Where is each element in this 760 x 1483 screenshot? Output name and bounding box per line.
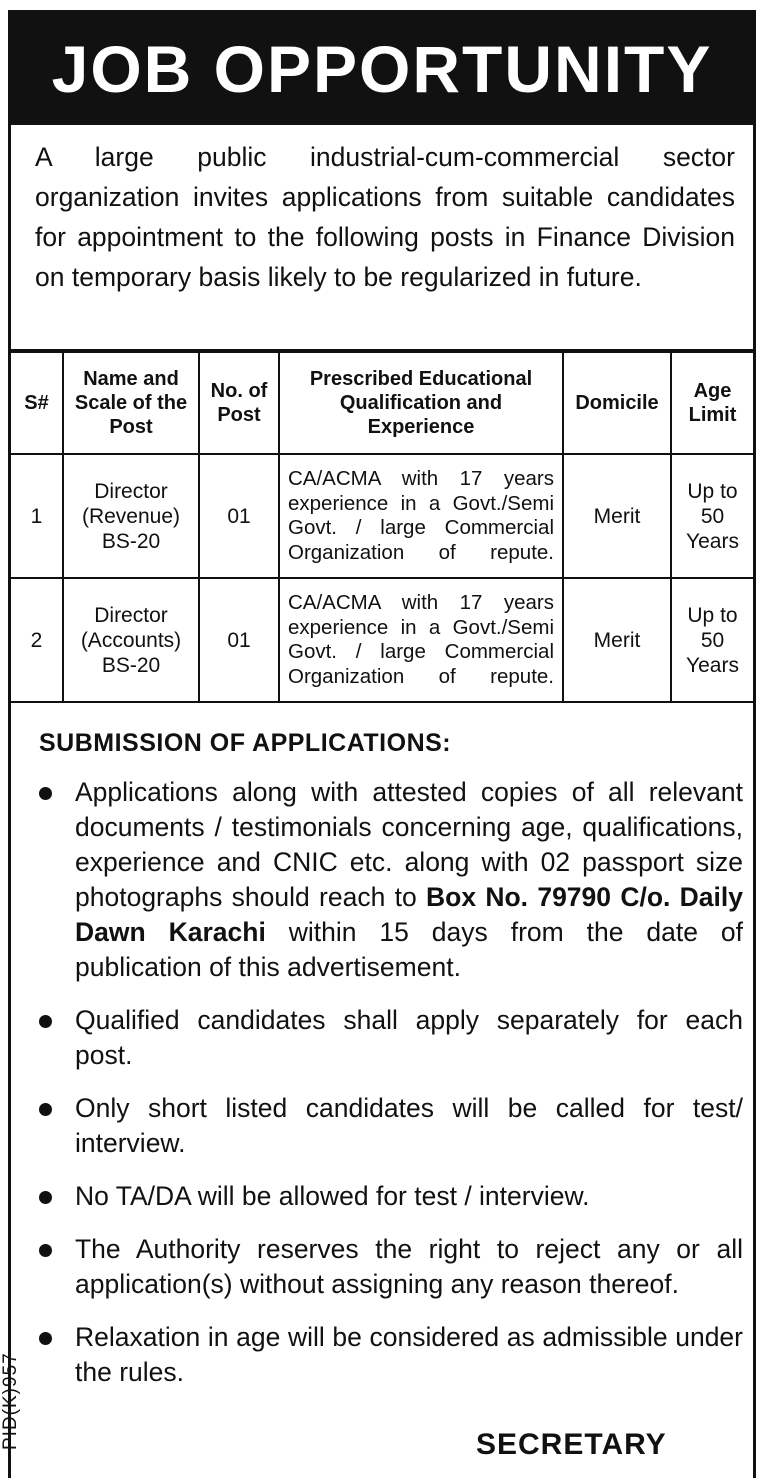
bullet-text-end: within 15 days from the date of publication of this advertisement. bbox=[75, 917, 743, 982]
advertisement-frame bbox=[8, 10, 756, 1478]
bullet-text: No TA/DA will be allowed for test / interview. bbox=[75, 1181, 590, 1211]
cell-age: Up to 50 Years bbox=[671, 454, 753, 578]
cell-name: Director (Revenue) BS-20 bbox=[63, 454, 199, 578]
list-item bbox=[31, 1232, 743, 1302]
cell-qualification: CA/ACMA with 17 years experience in a Govt./Semi Govt. / large Commercial Organization of repute. bbox=[279, 454, 563, 578]
bullet-text-start: Applications along with attested copies of all relevant documents / testimonials concerning age, qualifications, experience and CNIC etc. along with 02 passport size photographs should reach to bbox=[75, 777, 743, 912]
col-header-domicile: Domicile bbox=[563, 352, 671, 454]
col-header-age: Age Limit bbox=[671, 352, 753, 454]
bullet-icon bbox=[39, 787, 52, 800]
col-header-sno: S# bbox=[11, 352, 63, 454]
col-header-posts: No. of Post bbox=[199, 352, 279, 454]
posts-table bbox=[11, 351, 753, 703]
bullet-text: Qualified candidates shall apply separately for each post. bbox=[75, 1005, 743, 1070]
list-item bbox=[31, 1003, 743, 1073]
list-item bbox=[31, 775, 743, 985]
bullet-text: Only short listed candidates will be called for test/ interview. bbox=[75, 1093, 743, 1158]
page-title: JOB OPPORTUNITY bbox=[11, 13, 753, 125]
cell-posts: 01 bbox=[199, 578, 279, 702]
cell-sno: 1 bbox=[11, 454, 63, 578]
cell-sno: 2 bbox=[11, 578, 63, 702]
col-header-qualification: Prescribed Educational Qualification and Experience bbox=[279, 352, 563, 454]
cell-age: Up to 50 Years bbox=[671, 578, 753, 702]
table-row bbox=[11, 578, 753, 702]
box-number-address: Box No. 79790 C/o. Daily Dawn Karachi bbox=[75, 882, 743, 947]
bullet-text: Relaxation in age will be considered as admissible under the rules. bbox=[75, 1322, 743, 1387]
submission-heading: SUBMISSION OF APPLICATIONS: bbox=[39, 729, 452, 757]
cell-qualification: CA/ACMA with 17 years experience in a Govt./Semi Govt. / large Commercial Organization of repute. bbox=[279, 578, 563, 702]
bullet-icon bbox=[39, 1015, 52, 1028]
bullet-text: The Authority reserves the right to reject any or all application(s) without assigning any reason thereof. bbox=[75, 1234, 743, 1299]
bullet-icon bbox=[39, 1244, 52, 1257]
signature: SECRETARY bbox=[476, 1428, 667, 1461]
list-item bbox=[31, 1091, 743, 1161]
table-header-row bbox=[11, 352, 753, 454]
cell-domicile: Merit bbox=[563, 454, 671, 578]
list-item bbox=[31, 1320, 743, 1390]
intro-paragraph: A large public industrial-cum-commercial sector organization invites applications from suitable candidates for appointment to the following posts in Finance Division on temporary basis likely to be regularized in future. bbox=[35, 142, 735, 292]
bullet-icon bbox=[39, 1332, 52, 1345]
cell-name: Director (Accounts) BS-20 bbox=[63, 578, 199, 702]
bullet-icon bbox=[39, 1191, 52, 1204]
submission-list bbox=[31, 775, 743, 1408]
col-header-name: Name and Scale of the Post bbox=[63, 352, 199, 454]
bullet-icon bbox=[39, 1103, 52, 1116]
table-row bbox=[11, 454, 753, 578]
cell-domicile: Merit bbox=[563, 578, 671, 702]
list-item bbox=[31, 1179, 743, 1214]
cell-posts: 01 bbox=[199, 454, 279, 578]
pid-code: PID(K)957 bbox=[0, 1352, 21, 1450]
